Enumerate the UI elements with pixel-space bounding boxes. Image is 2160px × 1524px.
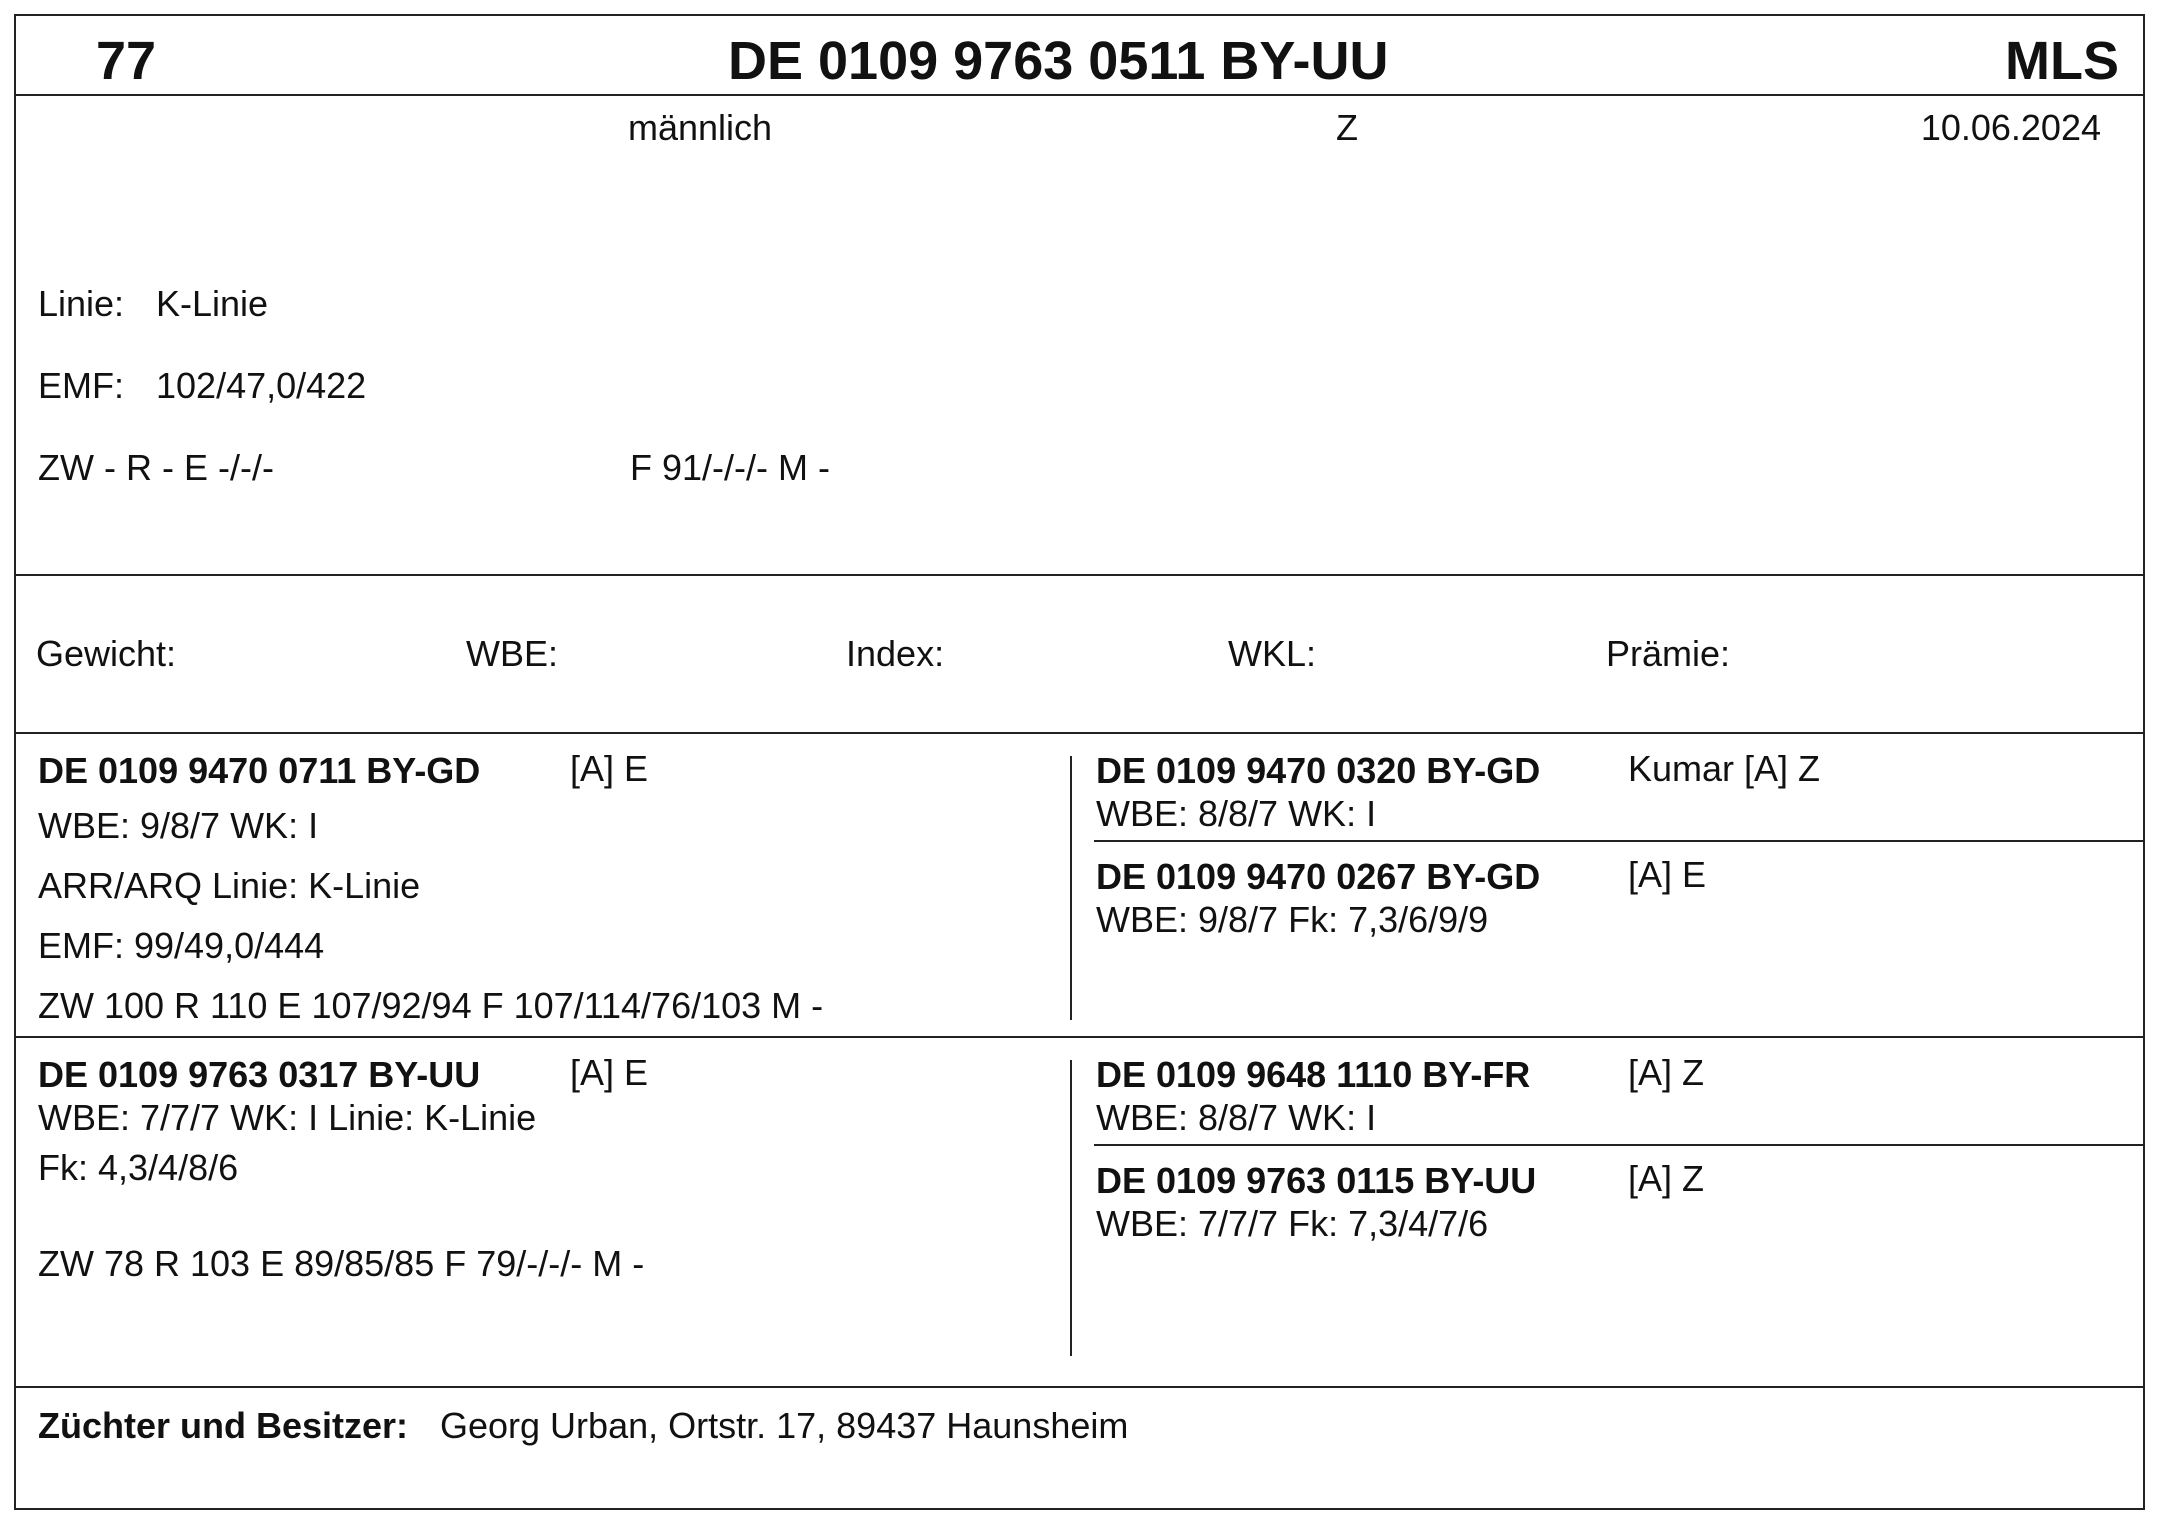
sire-sire-wbe: WBE: 8/8/7 WK: I (1096, 793, 1377, 834)
sire-zw: ZW 100 R 110 E 107/92/94 F 107/114/76/103 M - (38, 985, 824, 1026)
sire-tag: [A] E (570, 748, 649, 789)
sire-emf: EMF: 99/49,0/444 (38, 925, 325, 966)
sire-dam-wbe: WBE: 9/8/7 Fk: 7,3/6/9/9 (1096, 899, 1489, 940)
sire-dam-tag: [A] E (1628, 854, 1707, 895)
sire-column-divider (1070, 756, 1072, 1020)
animal-id: DE 0109 9763 0511 BY-UU (728, 31, 1389, 91)
praemie-label: Prämie: (1606, 633, 1731, 674)
breeder-value: Georg Urban, Ortstr. 17, 89437 Haunsheim (440, 1405, 1129, 1446)
dam-sire-wbe: WBE: 8/8/7 WK: I (1096, 1097, 1377, 1138)
sire-sire-id: DE 0109 9470 0320 BY-GD (1096, 750, 1541, 791)
mark: Z (1336, 107, 1358, 148)
details-divider (16, 574, 2143, 576)
dam-ancestors-divider (1094, 1144, 2143, 1146)
dam-dam-tag: [A] Z (1628, 1158, 1705, 1199)
emf-value: 102/47,0/422 (156, 365, 367, 406)
dam-wbe: WBE: 7/7/7 WK: I Linie: K-Linie (38, 1097, 537, 1138)
sire-id: DE 0109 9470 0711 BY-GD (38, 750, 481, 791)
f-line: F 91/-/-/- M - (630, 447, 830, 488)
emf-label: EMF: (38, 365, 124, 406)
sire-sire-tag: Kumar [A] Z (1628, 748, 1821, 789)
birth-date: 10.06.2024 (1920, 107, 2101, 148)
catalog-number: 77 (96, 31, 157, 91)
gewicht-label: Gewicht: (36, 633, 177, 674)
dam-dam-id: DE 0109 9763 0115 BY-UU (1096, 1160, 1537, 1201)
dam-fk: Fk: 4,3/4/8/6 (38, 1147, 239, 1188)
sire-wbe: WBE: 9/8/7 WK: I (38, 805, 319, 846)
sire-line: ARR/ARQ Linie: K-Linie (38, 865, 421, 906)
dam-sire-tag: [A] Z (1628, 1052, 1705, 1093)
index-label: Index: (846, 633, 945, 674)
breeder-label: Züchter und Besitzer: (38, 1405, 409, 1446)
dam-dam-wbe: WBE: 7/7/7 Fk: 7,3/4/7/6 (1096, 1203, 1489, 1244)
wkl-label: WKL: (1228, 633, 1317, 674)
sex: männlich (628, 107, 773, 148)
dam-tag: [A] E (570, 1052, 649, 1093)
dam-sire-id: DE 0109 9648 1110 BY-FR (1096, 1054, 1531, 1095)
pedigree-card (14, 14, 2145, 1510)
dam-zw: ZW 78 R 103 E 89/85/85 F 79/-/-/- M - (38, 1243, 645, 1284)
header-divider (16, 94, 2143, 96)
linie-label: Linie: (38, 283, 125, 324)
linie-value: K-Linie (156, 283, 269, 324)
wbe-label: WBE: (466, 633, 559, 674)
parents-divider (16, 1036, 2143, 1038)
dam-column-divider (1070, 1060, 1072, 1356)
sire-dam-id: DE 0109 9470 0267 BY-GD (1096, 856, 1541, 897)
zw-line: ZW - R - E -/-/- (38, 447, 274, 488)
sire-ancestors-divider (1094, 840, 2143, 842)
footer-divider (16, 1386, 2143, 1388)
dam-id: DE 0109 9763 0317 BY-UU (38, 1054, 481, 1095)
breed-code: MLS (2005, 31, 2119, 91)
assessment-divider (16, 732, 2143, 734)
